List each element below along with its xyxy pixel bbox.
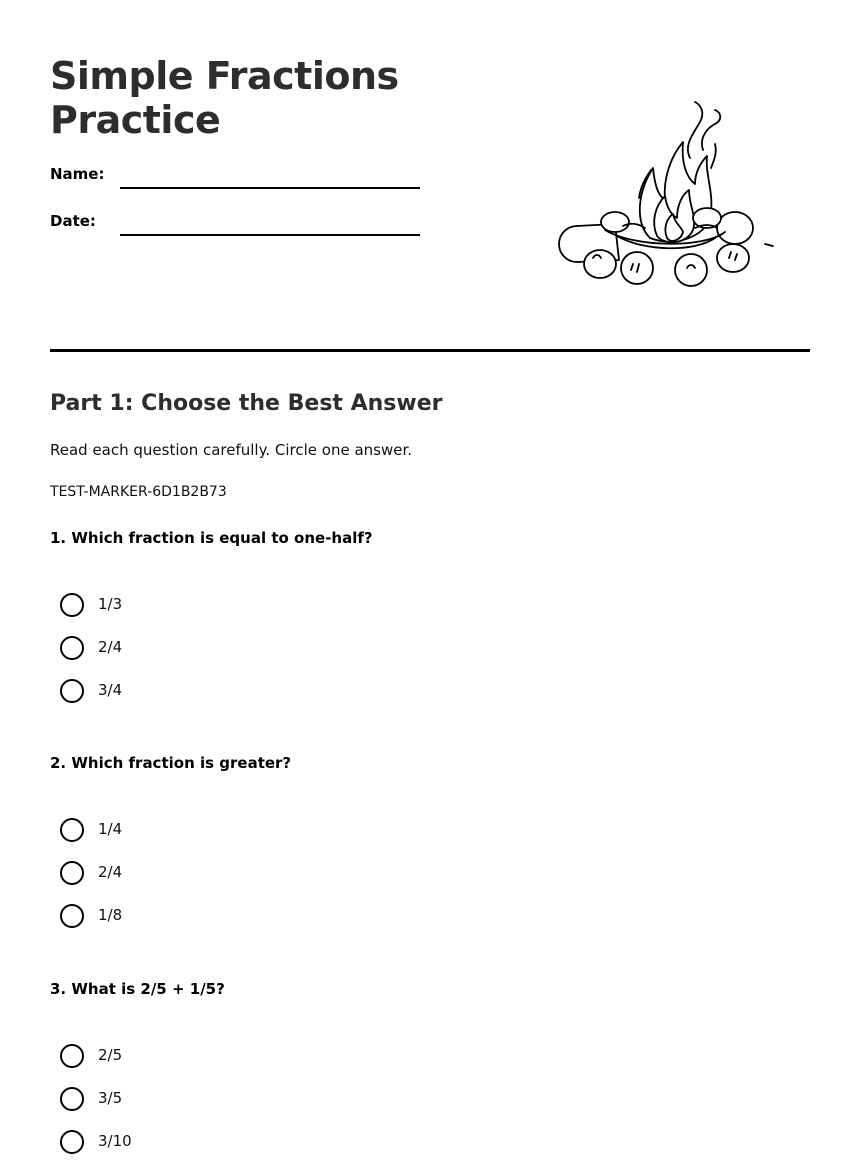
q3-option-c[interactable] bbox=[60, 1130, 360, 1156]
q3-option-a[interactable] bbox=[60, 1044, 360, 1070]
radio-circle-icon[interactable] bbox=[60, 679, 84, 703]
q3-option-b[interactable] bbox=[60, 1087, 360, 1113]
option-label: 1/4 bbox=[98, 820, 123, 838]
question-3 bbox=[50, 979, 810, 1150]
part1-heading: Part 1: Choose the Best Answer bbox=[50, 391, 443, 416]
campfire-icon bbox=[555, 98, 780, 293]
option-label: 1/3 bbox=[98, 595, 123, 613]
name-label: Name: bbox=[50, 165, 105, 183]
option-label: 3/5 bbox=[98, 1089, 123, 1107]
radio-circle-icon[interactable] bbox=[60, 1087, 84, 1111]
radio-circle-icon[interactable] bbox=[60, 636, 84, 660]
option-label: 2/4 bbox=[98, 863, 123, 881]
q1-option-b[interactable] bbox=[60, 636, 360, 662]
q2-option-c[interactable] bbox=[60, 904, 360, 930]
q1-option-a[interactable] bbox=[60, 593, 360, 619]
radio-circle-icon[interactable] bbox=[60, 861, 84, 885]
name-field[interactable] bbox=[50, 164, 420, 194]
q1-option-c[interactable] bbox=[60, 679, 360, 705]
question-2-text: 2. Which fraction is greater? bbox=[50, 754, 292, 772]
instructions-text: Read each question carefully. Circle one answer. bbox=[50, 441, 413, 459]
question-2 bbox=[50, 753, 810, 924]
option-label: 3/4 bbox=[98, 681, 123, 699]
title-line-2: Practice bbox=[50, 98, 221, 142]
radio-circle-icon[interactable] bbox=[60, 593, 84, 617]
radio-circle-icon[interactable] bbox=[60, 1044, 84, 1068]
date-write-line[interactable] bbox=[120, 234, 420, 236]
question-1 bbox=[50, 528, 810, 699]
question-3-text: 3. What is 2/5 + 1/5? bbox=[50, 980, 225, 998]
q2-option-b[interactable] bbox=[60, 861, 360, 887]
radio-circle-icon[interactable] bbox=[60, 1130, 84, 1154]
option-label: 2/4 bbox=[98, 638, 123, 656]
option-label: 2/5 bbox=[98, 1046, 123, 1064]
date-field[interactable] bbox=[50, 211, 420, 241]
question-1-text: 1. Which fraction is equal to one-half? bbox=[50, 529, 373, 547]
date-label: Date: bbox=[50, 212, 96, 230]
page-title bbox=[50, 54, 470, 142]
title-line-1: Simple Fractions bbox=[50, 54, 399, 98]
radio-circle-icon[interactable] bbox=[60, 818, 84, 842]
option-label: 1/8 bbox=[98, 906, 123, 924]
section-divider bbox=[50, 349, 810, 352]
q2-option-a[interactable] bbox=[60, 818, 360, 844]
radio-circle-icon[interactable] bbox=[60, 904, 84, 928]
test-marker: TEST-MARKER-6D1B2B73 bbox=[50, 484, 227, 500]
name-write-line[interactable] bbox=[120, 187, 420, 189]
option-label: 3/10 bbox=[98, 1132, 132, 1150]
